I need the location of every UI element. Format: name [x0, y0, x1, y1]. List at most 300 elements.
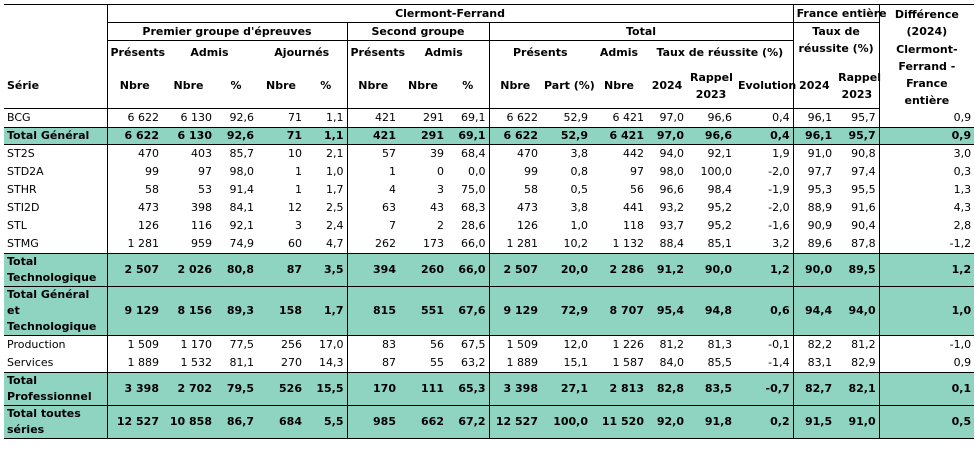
table-cell: 96,6 — [687, 128, 735, 145]
table-cell: 83,5 — [687, 373, 735, 406]
table-cell: 1 226 — [612, 338, 644, 351]
table-cell: 3 — [437, 183, 444, 196]
table-cell: 1 — [347, 163, 399, 181]
table-cell: 83,1 — [793, 354, 835, 373]
table-cell: 6 130 — [180, 111, 212, 124]
table-cell: -1,0 — [879, 336, 974, 355]
col-fr-2024: 2024 — [793, 63, 835, 108]
table-cell: 6 421 — [591, 128, 647, 145]
table-cell: 95,3 — [793, 181, 835, 199]
table-cell: 82,1 — [835, 373, 879, 406]
table-cell: 83 — [347, 336, 399, 355]
table-cell: 3 — [295, 219, 302, 232]
table-cell: 1,0 — [570, 219, 588, 232]
table-cell: 67,2 — [447, 406, 489, 439]
presents-total-header: Présents — [489, 41, 591, 64]
table-cell: -1,4 — [768, 356, 790, 369]
table-cell: 56 — [630, 183, 644, 196]
table-cell: 91,2 — [647, 254, 687, 287]
total-row — [4, 287, 974, 336]
table-cell: 5,5 — [305, 406, 347, 439]
table-cell: 2 286 — [591, 254, 647, 287]
table-cell: 0,9 — [879, 109, 974, 128]
table-cell: 0,1 — [879, 373, 974, 406]
table-cell: 0,2 — [735, 406, 793, 439]
table-cell: 6 421 — [612, 111, 644, 124]
table-cell: 4 — [347, 181, 399, 199]
total-header: Total — [489, 23, 793, 41]
table-row — [4, 163, 974, 181]
table-cell: 90,0 — [687, 254, 735, 287]
table-cell: 92,0 — [647, 406, 687, 439]
total-row — [4, 373, 974, 406]
table-cell: 99 — [107, 163, 162, 181]
table-cell: 74,9 — [229, 237, 254, 250]
table-cell: 12,0 — [563, 338, 588, 351]
table-cell: 82,8 — [647, 373, 687, 406]
table-cell: 95,2 — [707, 201, 732, 214]
presents-header: Présents — [107, 41, 162, 64]
table-cell: 256 — [281, 338, 302, 351]
corner-cell — [4, 5, 107, 23]
table-cell: 116 — [191, 219, 212, 232]
table-cell: 1 532 — [180, 356, 212, 369]
table-cell: 6 130 — [162, 128, 215, 145]
admis-2-header: Admis — [399, 41, 489, 64]
table-cell: 55 — [430, 356, 444, 369]
table-cell: 91,0 — [835, 406, 879, 439]
table-cell: -1,2 — [879, 235, 974, 254]
table-cell: 3 398 — [107, 373, 162, 406]
table-cell: 15,5 — [305, 373, 347, 406]
table-cell: 111 — [399, 373, 447, 406]
table-cell: 1,0 — [326, 165, 344, 178]
table-cell: 60 — [288, 237, 302, 250]
table-cell: 3,8 — [570, 201, 588, 214]
table-cell: -0,7 — [735, 373, 793, 406]
table-cell: 0,6 — [735, 287, 793, 336]
table-cell: 1,7 — [326, 183, 344, 196]
table-cell: 2 507 — [107, 254, 162, 287]
col-nbre-2: Nbre — [162, 63, 215, 108]
table-cell: 91,6 — [851, 201, 876, 214]
table-cell: 470 — [107, 145, 162, 164]
table-cell: 69,1 — [461, 111, 486, 124]
table-cell: 17,0 — [319, 338, 344, 351]
table-cell: 95,2 — [707, 219, 732, 232]
serie-label: STMG — [7, 237, 39, 250]
table-row — [4, 109, 974, 128]
serie-label: Total Professionnel — [4, 373, 107, 406]
table-cell: 90,8 — [851, 147, 876, 160]
table-cell: 94,4 — [793, 287, 835, 336]
col-nbre-7: Nbre — [591, 63, 647, 108]
table-cell: 1 281 — [489, 235, 541, 254]
col-part: Part (%) — [541, 63, 591, 108]
table-row — [4, 145, 974, 164]
col-2024: 2024 — [647, 63, 687, 108]
table-cell: 90,4 — [851, 219, 876, 232]
table-cell: 2,8 — [879, 217, 974, 235]
table-cell: 93,7 — [659, 219, 684, 232]
table-cell: -1,9 — [768, 183, 790, 196]
table-cell: 96,6 — [659, 183, 684, 196]
table-cell: 89,6 — [793, 235, 835, 254]
table-cell: 97,0 — [659, 111, 684, 124]
table-cell: 96,1 — [793, 109, 835, 128]
table-cell: 158 — [257, 287, 305, 336]
table-cell: 2 — [437, 219, 444, 232]
serie-label: STI2D — [7, 201, 40, 214]
serie-label: Total Général et Technologique — [4, 287, 107, 336]
second-groupe-header: Second groupe — [347, 23, 489, 41]
table-cell: 82,9 — [851, 356, 876, 369]
taux-fr-header: Taux de réussite (%) — [793, 23, 879, 64]
table-cell: 53 — [198, 183, 212, 196]
table-cell: 88,4 — [659, 237, 684, 250]
table-cell: 1 509 — [107, 336, 162, 355]
table-cell: 68,4 — [461, 147, 486, 160]
table-cell: 260 — [399, 254, 447, 287]
table-cell: 1,0 — [879, 287, 974, 336]
table-cell: 551 — [399, 287, 447, 336]
table-cell: 87 — [347, 354, 399, 373]
table-cell: 1,7 — [305, 287, 347, 336]
taux-header: Taux de réussite (%) — [647, 41, 793, 64]
table-cell: 1 889 — [107, 354, 162, 373]
table-cell: 58 — [489, 181, 541, 199]
table-cell: 441 — [623, 201, 644, 214]
table-cell: 1 509 — [489, 336, 541, 355]
presents-2-header: Présents — [347, 41, 399, 64]
table-cell: 118 — [623, 219, 644, 232]
table-cell: 985 — [347, 406, 399, 439]
table-cell: 86,7 — [215, 406, 257, 439]
table-cell: 97 — [198, 165, 212, 178]
table-cell: 82,7 — [793, 373, 835, 406]
col-nbre-3: Nbre — [257, 63, 305, 108]
table-cell: -1,6 — [768, 219, 790, 232]
table-cell: 90,0 — [793, 254, 835, 287]
col-nbre-1: Nbre — [107, 63, 162, 108]
table-cell: 84,0 — [659, 356, 684, 369]
table-cell: 10,2 — [563, 237, 588, 250]
table-cell: 1 — [295, 183, 302, 196]
serie-header: Série — [4, 63, 107, 108]
total-row — [4, 406, 974, 439]
serie-label: BCG — [7, 111, 31, 124]
table-cell: 28,6 — [461, 219, 486, 232]
col-pct-3: % — [447, 63, 489, 108]
table-cell: 10 858 — [162, 406, 215, 439]
table-cell: 9 129 — [107, 287, 162, 336]
table-cell: 98,4 — [707, 183, 732, 196]
table-cell: 68,3 — [461, 201, 486, 214]
table-cell: 2,4 — [326, 219, 344, 232]
table-cell: 85,1 — [707, 237, 732, 250]
premier-groupe-header: Premier groupe d'épreuves — [107, 23, 347, 41]
table-cell: 81,3 — [707, 338, 732, 351]
table-cell: 6 622 — [489, 109, 541, 128]
table-cell: 126 — [107, 217, 162, 235]
table-cell: 75,0 — [461, 183, 486, 196]
table-cell: 89,3 — [215, 287, 257, 336]
table-cell: 170 — [347, 373, 399, 406]
table-cell: 0,8 — [570, 165, 588, 178]
table-cell: 100,0 — [700, 165, 732, 178]
serie-label: ST2S — [7, 147, 35, 160]
table-cell: -2,0 — [768, 165, 790, 178]
table-cell: 2 507 — [489, 254, 541, 287]
table-cell: 63 — [347, 199, 399, 217]
serie-label: Services — [7, 356, 54, 369]
serie-label: STHR — [7, 183, 37, 196]
table-cell: 92,6 — [215, 128, 257, 145]
table-cell: 398 — [191, 201, 212, 214]
table-cell: 3,5 — [305, 254, 347, 287]
serie-label: Production — [7, 338, 66, 351]
total-row — [4, 128, 974, 145]
table-cell: 1,2 — [879, 254, 974, 287]
table-cell: 79,5 — [215, 373, 257, 406]
admis-total-header: Admis — [591, 41, 647, 64]
table-cell: 394 — [347, 254, 399, 287]
table-cell: 0,4 — [772, 111, 790, 124]
table-cell: 291 — [399, 128, 447, 145]
table-cell: 97,0 — [647, 128, 687, 145]
table-cell: 91,5 — [793, 406, 835, 439]
table-cell: 2,1 — [326, 147, 344, 160]
table-cell: 15,1 — [563, 356, 588, 369]
table-cell: 88,9 — [793, 199, 835, 217]
table-cell: 662 — [399, 406, 447, 439]
col-fr-rappel: Rappel 2023 — [835, 63, 879, 108]
admis-header: Admis — [162, 41, 257, 64]
table-cell: 72,9 — [541, 287, 591, 336]
table-cell: 1,1 — [305, 128, 347, 145]
table-cell: 63,2 — [461, 356, 486, 369]
table-row — [4, 354, 974, 373]
table-cell: 7 — [347, 217, 399, 235]
table-cell: 473 — [489, 199, 541, 217]
table-cell: 71 — [257, 128, 305, 145]
table-row — [4, 336, 974, 355]
table-cell: -0,1 — [768, 338, 790, 351]
table-cell: 1,9 — [772, 147, 790, 160]
table-cell: 3 398 — [489, 373, 541, 406]
col-nbre-4: Nbre — [347, 63, 399, 108]
table-cell: 6 622 — [107, 128, 162, 145]
col-pct-1: % — [215, 63, 257, 108]
table-cell: 69,1 — [447, 128, 489, 145]
table-cell: 66,0 — [461, 237, 486, 250]
table-cell: 91,8 — [687, 406, 735, 439]
table-cell: 6 622 — [489, 128, 541, 145]
col-nbre-5: Nbre — [399, 63, 447, 108]
table-cell: 52,9 — [563, 111, 588, 124]
table-cell: 58 — [107, 181, 162, 199]
table-cell: 67,6 — [447, 287, 489, 336]
table-cell: 89,5 — [835, 254, 879, 287]
table-cell: 95,5 — [851, 183, 876, 196]
table-row — [4, 199, 974, 217]
table-cell: 3,2 — [772, 237, 790, 250]
table-cell: 87,8 — [851, 237, 876, 250]
table-cell: 2,5 — [326, 201, 344, 214]
table-cell: 97,7 — [793, 163, 835, 181]
col-evolution: Evolution — [735, 63, 793, 108]
table-cell: 85,7 — [229, 147, 254, 160]
serie-label: Total Technologique — [4, 254, 107, 287]
table-cell: 39 — [430, 147, 444, 160]
table-cell: 0,9 — [879, 354, 974, 373]
table-cell: 2 026 — [162, 254, 215, 287]
table-cell: 8 707 — [591, 287, 647, 336]
table-cell: 126 — [489, 217, 541, 235]
table-cell: 92,1 — [707, 147, 732, 160]
region-header: Clermont-Ferrand — [107, 5, 793, 23]
table-cell: 99 — [489, 163, 541, 181]
table-cell: 81,2 — [851, 338, 876, 351]
table-cell: 10 — [288, 147, 302, 160]
table-cell: 52,9 — [541, 128, 591, 145]
col-rappel: Rappel 2023 — [687, 63, 735, 108]
serie-label: Total Général — [4, 128, 107, 145]
table-cell: 815 — [347, 287, 399, 336]
ajournes-header: Ajournés — [257, 41, 347, 64]
table-cell: 43 — [430, 201, 444, 214]
table-cell: 270 — [281, 356, 302, 369]
table-cell: 8 156 — [162, 287, 215, 336]
table-cell: 3,0 — [879, 145, 974, 164]
table-cell: 98,0 — [659, 165, 684, 178]
table-cell: 1 132 — [612, 237, 644, 250]
table-cell: 12 527 — [107, 406, 162, 439]
table-cell: 684 — [257, 406, 305, 439]
results-table — [4, 4, 974, 439]
table-cell: 94,0 — [659, 147, 684, 160]
total-row — [4, 254, 974, 287]
table-cell: 92,1 — [229, 219, 254, 232]
table-cell: 94,0 — [835, 287, 879, 336]
table-cell: 3,8 — [570, 147, 588, 160]
table-cell: 11 520 — [591, 406, 647, 439]
table-cell: 95,7 — [851, 111, 876, 124]
table-cell: 91,4 — [229, 183, 254, 196]
table-cell: 0,5 — [879, 406, 974, 439]
table-cell: 81,2 — [659, 338, 684, 351]
table-cell: 1 889 — [489, 354, 541, 373]
table-cell: 473 — [107, 199, 162, 217]
table-cell: 92,6 — [229, 111, 254, 124]
table-cell: 97 — [630, 165, 644, 178]
table-cell: 6 622 — [107, 109, 162, 128]
diff-sub-header: Clermont-Ferrand - France entière — [879, 41, 974, 109]
table-cell: 291 — [423, 111, 444, 124]
table-cell: 100,0 — [541, 406, 591, 439]
table-cell: 1 587 — [612, 356, 644, 369]
table-cell: 80,8 — [215, 254, 257, 287]
table-cell: 4,3 — [879, 199, 974, 217]
table-body — [4, 109, 974, 439]
table-cell: 95,4 — [647, 287, 687, 336]
table-cell: 14,3 — [319, 356, 344, 369]
table-cell: 421 — [347, 109, 399, 128]
france-header: France entière — [793, 5, 879, 23]
table-cell: 1 — [295, 165, 302, 178]
table-cell: 1 281 — [107, 235, 162, 254]
serie-label: STL — [7, 219, 27, 232]
table-cell: 66,0 — [447, 254, 489, 287]
table-cell: 97,4 — [851, 165, 876, 178]
table-cell: 262 — [347, 235, 399, 254]
table-cell: 91,0 — [793, 145, 835, 164]
table-cell: 98,0 — [229, 165, 254, 178]
table-cell: 82,2 — [793, 336, 835, 355]
table-cell: 2 702 — [162, 373, 215, 406]
table-cell: 442 — [623, 147, 644, 160]
table-cell: 0,0 — [468, 165, 486, 178]
serie-label: STD2A — [7, 165, 44, 178]
table-row — [4, 217, 974, 235]
table-cell: 1,1 — [326, 111, 344, 124]
table-cell: 93,2 — [659, 201, 684, 214]
table-cell: 12 — [288, 201, 302, 214]
table-cell: 403 — [191, 147, 212, 160]
table-cell: 1,3 — [879, 181, 974, 199]
table-cell: 1,2 — [735, 254, 793, 287]
table-cell: 0,4 — [735, 128, 793, 145]
table-cell: 56 — [430, 338, 444, 351]
col-pct-2: % — [305, 63, 347, 108]
table-cell: 0,9 — [879, 128, 974, 145]
col-nbre-6: Nbre — [489, 63, 541, 108]
table-cell: 96,1 — [793, 128, 835, 145]
table-cell: 96,6 — [707, 111, 732, 124]
table-cell: 87 — [257, 254, 305, 287]
table-cell: -2,0 — [768, 201, 790, 214]
table-cell: 57 — [347, 145, 399, 164]
table-row — [4, 181, 974, 199]
table-cell: 12 527 — [489, 406, 541, 439]
table-cell: 526 — [257, 373, 305, 406]
table-cell: 71 — [288, 111, 302, 124]
table-cell: 94,8 — [687, 287, 735, 336]
table-cell: 77,5 — [229, 338, 254, 351]
table-cell: 0,3 — [879, 163, 974, 181]
table-row — [4, 235, 974, 254]
table-cell: 95,7 — [835, 128, 879, 145]
table-cell: 20,0 — [541, 254, 591, 287]
table-cell: 27,1 — [541, 373, 591, 406]
table-cell: 90,9 — [793, 217, 835, 235]
table-cell: 9 129 — [489, 287, 541, 336]
table-cell: 421 — [347, 128, 399, 145]
table-cell: 470 — [489, 145, 541, 164]
table-cell: 65,3 — [447, 373, 489, 406]
table-cell: 1 170 — [180, 338, 212, 351]
table-cell: 67,5 — [461, 338, 486, 351]
serie-label: Total toutes séries — [4, 406, 107, 439]
table-cell: 85,5 — [707, 356, 732, 369]
difference-header: Différence (2024) — [879, 5, 974, 41]
table-cell: 0,5 — [570, 183, 588, 196]
table-cell: 959 — [191, 237, 212, 250]
table-cell: 173 — [423, 237, 444, 250]
table-cell: 81,1 — [229, 356, 254, 369]
table-cell: 84,1 — [229, 201, 254, 214]
table-cell: 2 813 — [591, 373, 647, 406]
